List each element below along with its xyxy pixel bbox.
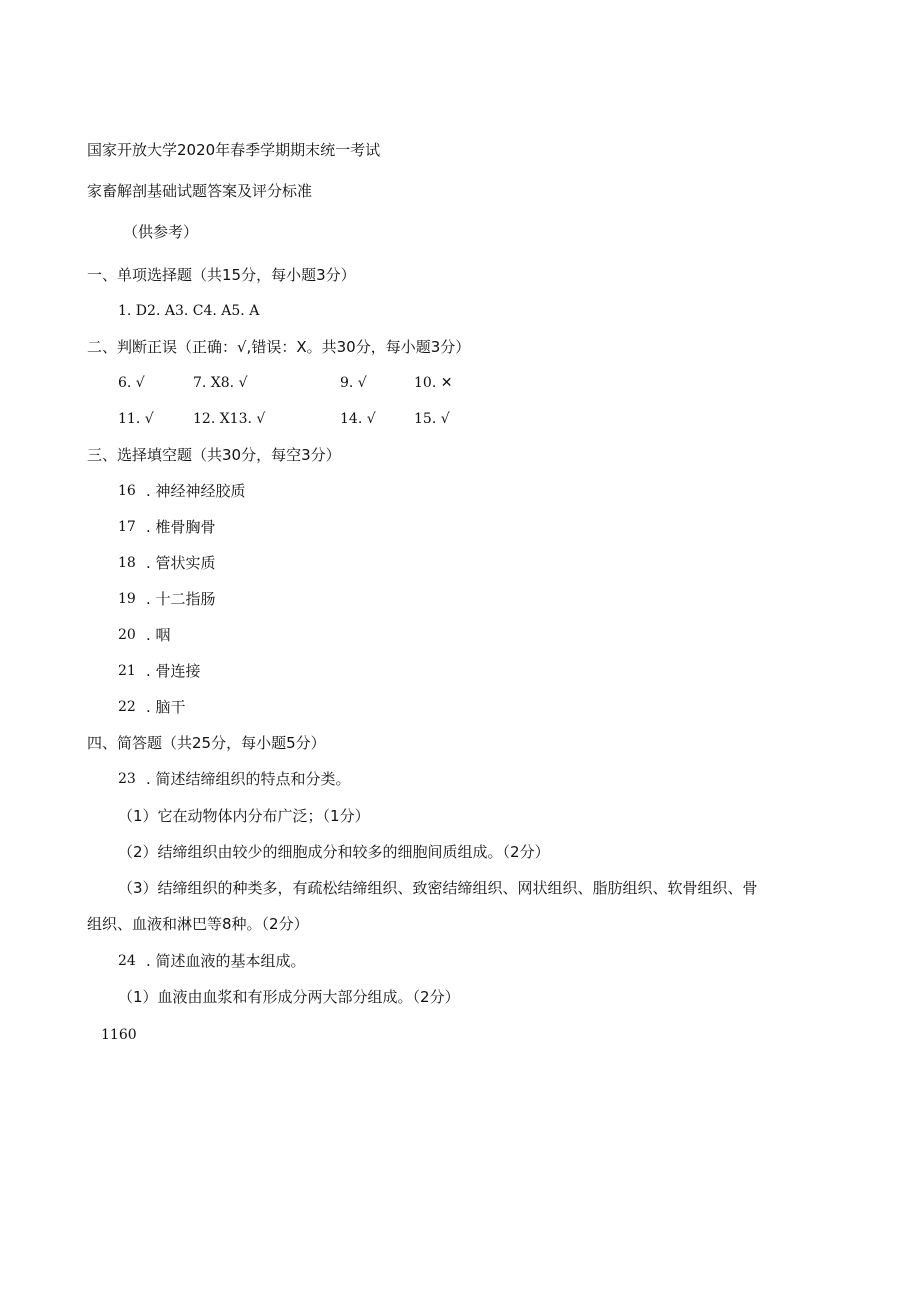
section-1-answers: 1. D2. A3. C4. A5. A: [118, 303, 260, 319]
fill-item-number: 22: [118, 699, 136, 715]
fill-item-answer: . 骨连接: [146, 662, 201, 680]
fill-item-number: 18: [118, 555, 136, 571]
fill-item-number: 16: [118, 483, 136, 499]
fill-item-number: 17: [118, 519, 136, 535]
question-text: . 简述血液的基本组成。: [146, 952, 306, 970]
answer-23-point-3-continued: 组织、血液和淋巴等8种。（2分）: [87, 915, 309, 933]
fill-item-number: 19: [118, 591, 136, 607]
exam-title: 国家开放大学2020年春季学期期末统一考试: [87, 141, 381, 159]
answer-23-point-1: （1）它在动物体内分布广泛；（1分）: [118, 807, 370, 825]
fill-item-answer: . 十二指肠: [146, 590, 216, 608]
reference-note: （供参考）: [123, 223, 199, 241]
answer-23-point-3: （3）结缔组织的种类多，有疏松结缔组织、致密结缔组织、网状组织、脂肪组织、软骨组织、骨: [118, 879, 758, 897]
tf-answer-12-13: 12. X13. √: [193, 411, 266, 427]
fill-item-answer: . 脑干: [146, 698, 186, 716]
section-3-heading: 三、选择填空题（共30分，每空3分）: [87, 446, 341, 464]
fill-item-answer: . 管状实质: [146, 554, 216, 572]
page-number: 1160: [101, 1027, 137, 1043]
tf-answer-15: 15. √: [414, 411, 450, 427]
fill-item-answer: . 咽: [146, 626, 171, 644]
fill-item-number: 21: [118, 663, 136, 679]
fill-item-answer: . 神经神经胶质: [146, 482, 246, 500]
section-1-heading: 一、单项选择题（共15分，每小题3分）: [87, 266, 356, 284]
tf-answer-14: 14. √: [340, 411, 376, 427]
document-subtitle: 家畜解剖基础试题答案及评分标准: [87, 182, 313, 200]
section-4-heading: 四、简答题（共25分，每小题5分）: [87, 734, 326, 752]
tf-answer-9: 9. √: [340, 375, 367, 391]
tf-answer-7-8: 7. X8. √: [193, 375, 248, 391]
question-number: 24: [118, 953, 136, 969]
fill-item-answer: . 椎骨胸骨: [146, 518, 216, 536]
fill-item-number: 20: [118, 627, 136, 643]
question-text: . 简述结缔组织的特点和分类。: [146, 770, 351, 788]
answer-23-point-2: （2）结缔组织由较少的细胞成分和较多的细胞间质组成。（2分）: [118, 843, 550, 861]
tf-answer-10: 10. ✕: [414, 375, 453, 391]
section-2-heading: 二、判断正误（正确：√,错误：X。共30分，每小题3分）: [87, 338, 471, 356]
tf-answer-11: 11. √: [118, 411, 154, 427]
tf-answer-6: 6. √: [118, 375, 145, 391]
answer-24-point-1: （1）血液由血浆和有形成分两大部分组成。（2分）: [118, 988, 460, 1006]
question-number: 23: [118, 771, 136, 787]
